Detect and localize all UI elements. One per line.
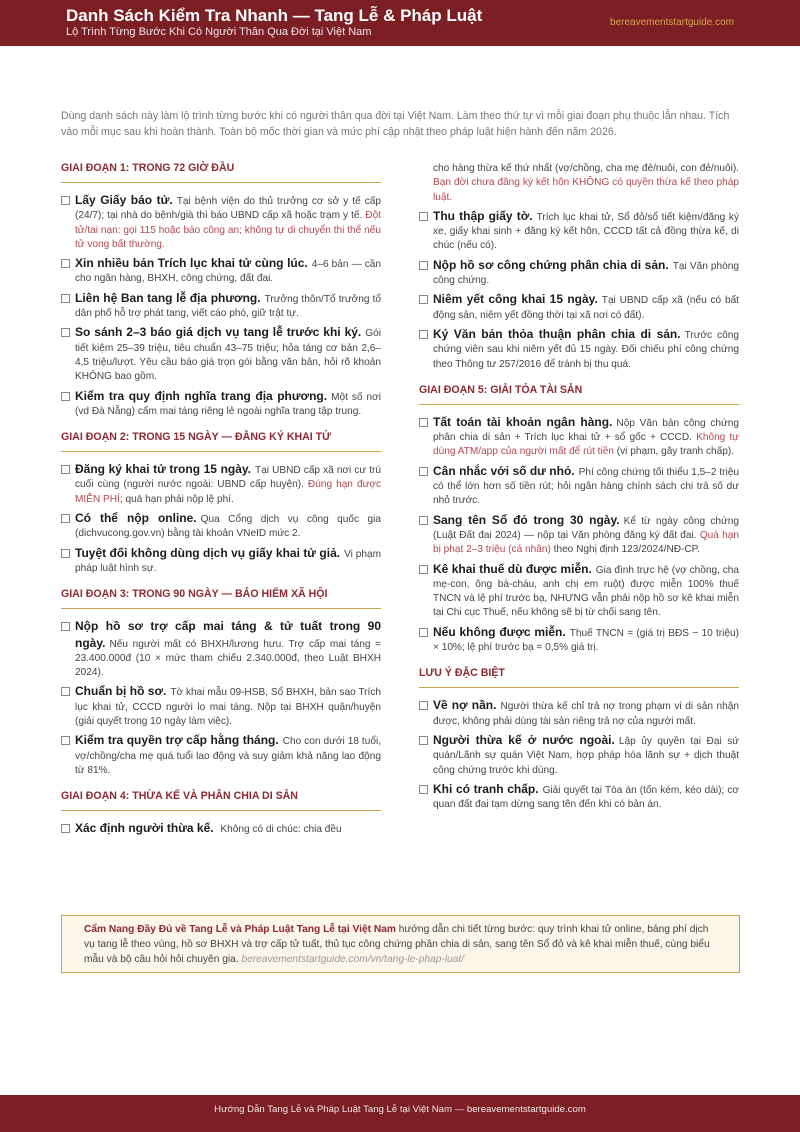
checkbox[interactable] — [61, 622, 70, 631]
checklist-item — [61, 193, 381, 252]
item-text: Trước công chứng viên sau khi niêm yết đủ 15 ngày. Đối chiếu phí công chứng theo Thông tư 257/2016 để tránh bị thu quá. — [433, 329, 739, 370]
checklist-item — [419, 415, 739, 460]
item-text: Qua Cổng dịch vụ công quốc gia (dichvucong.gov.vn) bằng tài khoản VNeID mức 2. — [75, 514, 381, 540]
item-text: 4–6 bản — cần cho ngân hàng, BHXH, công chứng, đất đai. — [75, 259, 381, 285]
item-heading: Đăng ký khai tử trong 15 ngày. — [75, 462, 252, 477]
checklist-item — [419, 327, 739, 372]
checklist-item — [419, 733, 739, 778]
intro-paragraph: Dùng danh sách này làm lộ trình từng bước khi có người thân qua đời tại Việt Nam. Làm theo thứ tự vì mỗi giai đoạn phụ thuộc lẫn nhau. Tích vào mỗi mục sau khi hoàn thành. Toàn bộ mốc thời gian và mức phí cập nhật theo pháp luật hiện hành đến năm 2026. — [61, 110, 730, 138]
phase1-list — [61, 193, 381, 419]
notes-list — [419, 698, 739, 812]
phase3-list — [61, 619, 381, 778]
checklist-item — [419, 782, 739, 813]
item-heading: Về nợ nần. — [433, 698, 497, 713]
checklist-item — [61, 546, 381, 577]
checklist-item — [61, 462, 381, 507]
item-heading: Chuẩn bị hồ sơ. — [75, 684, 167, 699]
item-text: Tại UBND cấp xã (nếu có bất động sản, niêm yết đồng thời tại xã nơi có đất). — [433, 295, 739, 321]
item-heading: Kiểm tra quyền trợ cấp hằng tháng. — [75, 733, 279, 748]
checklist-item — [419, 258, 739, 289]
item-heading: Xin nhiều bản Trích lục khai tử cùng lúc. — [75, 256, 308, 271]
checkbox[interactable] — [61, 687, 70, 696]
phase5-heading: GIAI ĐOẠN 5: GIẢI TỎA TÀI SẢN — [419, 384, 739, 405]
item-warning: Bạn đời chưa đăng ký kết hôn KHÔNG có quyền thừa kế theo pháp luật. — [433, 177, 739, 203]
item-text: Kể từ ngày công chứng (Luật Đất đai 2024) — nộp tại Văn phòng đăng ký đất đai. — [433, 515, 740, 541]
item-text: Gia đình trực hệ (vợ chồng, cha mẹ-con, ông bà-cháu, anh chị em ruột) được miễn 100% thuế TNCN và lệ phí trước bạ, NHƯNG vẫn phải nộp hồ sơ kê khai miễn tại Chi cục Thuế, nếu không sẽ bị từ chối sang tên. — [433, 564, 740, 619]
checkbox[interactable] — [61, 294, 70, 303]
checklist-item — [61, 511, 381, 542]
notes-heading: LƯU Ý ĐẶC BIỆT — [419, 667, 739, 688]
item-heading: Nộp hồ sơ trợ cấp mai táng & tử tuất trong 90 ngày. — [75, 619, 381, 650]
checkbox[interactable] — [419, 516, 428, 525]
item-heading: Tuyệt đối không dùng dịch vụ giấy khai tử giả. — [75, 545, 341, 560]
item-heading: Kê khai thuế dù được miễn. — [433, 561, 592, 576]
item-text-after: ; quá hạn phải nộp lệ phí. — [119, 493, 234, 505]
checklist-item — [61, 291, 381, 322]
checklist-item — [61, 619, 381, 680]
checkbox[interactable] — [419, 701, 428, 710]
page-subtitle: Lộ Trình Từng Bước Khi Có Người Thân Qua Đời tại Việt Nam — [66, 26, 372, 38]
item-heading: Người thừa kế ở nước ngoài. — [433, 732, 615, 747]
callout-url[interactable]: bereavementstartguide.com/vn/tang-le-phap-luat/ — [241, 954, 465, 965]
checkbox[interactable] — [419, 330, 428, 339]
item-warning: Đột tử/tai nạn: gọi 115 hoặc báo công an; không tự di chuyển thi thể nếu tử vong bất thường. — [75, 210, 381, 250]
checkbox[interactable] — [419, 212, 428, 221]
item-heading: Khi có tranh chấp. — [433, 781, 539, 796]
item-heading: Lấy Giấy báo tử. — [75, 193, 173, 207]
checkbox[interactable] — [419, 418, 428, 427]
item-text: Tại UBND cấp xã nơi cư trú cuối cùng (người nước ngoài: UBND cấp huyện). — [75, 465, 381, 491]
phase2-heading: GIAI ĐOẠN 2: TRONG 15 NGÀY — ĐĂNG KÝ KHAI TỬ — [61, 431, 381, 452]
right-column — [419, 162, 739, 816]
checklist-item — [419, 209, 739, 254]
item-text: Một số nơi (vd Đà Nẵng) cấm mai táng riêng lẻ ngoài nghĩa trang tập trung. — [75, 391, 382, 417]
item-text: Giải quyết tại Tòa án (tốn kém, kéo dài); cơ quan đất đai tạm dừng sang tên đến khi có bản án. — [433, 784, 739, 811]
checkbox[interactable] — [419, 565, 428, 574]
item-heading: Nộp hồ sơ công chứng phân chia di sản. — [433, 257, 669, 272]
item-heading: Liên hệ Ban tang lễ địa phương. — [75, 290, 261, 305]
checkbox[interactable] — [61, 736, 70, 745]
item-text: Cho con dưới 18 tuổi, vợ/chồng/cha mẹ quá tuổi lao động và suy giảm khả năng lao động từ 81%. — [75, 736, 382, 776]
item-heading: Sang tên Sổ đỏ trong 30 ngày. — [433, 512, 620, 527]
item-warning: Không tự dùng ATM/app của người mất để rút tiền — [433, 432, 739, 458]
item-heading: Tất toán tài khoản ngân hàng. — [433, 414, 613, 429]
checkbox[interactable] — [419, 295, 428, 304]
item-text: Tại bệnh viện do thủ trưởng cơ sở y tế cấp (24/7); tại nhà do bệnh/già thì báo UBND cấp xã hoặc trạm y tế. — [75, 196, 381, 222]
checklist-item — [419, 513, 739, 558]
checkbox[interactable] — [61, 259, 70, 268]
phase2-list — [61, 462, 381, 576]
checkbox[interactable] — [61, 328, 70, 337]
phase3-heading: GIAI ĐOẠN 3: TRONG 90 NGÀY — BẢO HIỂM XÃ HỘI — [61, 588, 381, 609]
checklist-item — [61, 325, 381, 384]
item-text: Tờ khai mẫu 09-HSB, Sổ BHXH, bản sao Trích lục khai tử, CCCD người lo mai táng. Nộp tại BHXH quận/huyện (giải quyết trong 10 ngày làm việc). — [75, 687, 381, 728]
callout-text: hướng dẫn chi tiết từng bước: quy trình khai tử online, bảng phí dịch vụ tang lễ theo vùng, hồ sơ BHXH và trợ cấp tử tuất, thủ tục công chứng phân chia di sản, sang tên Sổ đỏ và kê khai miễn thuế, cùng biểu mẫu và bộ câu hỏi hỏi chuyên gia. — [84, 924, 710, 965]
item-heading: Ký Văn bản thỏa thuận phân chia di sản. — [433, 326, 681, 341]
item-text: Thuế TNCN = (giá trị BĐS − 10 triệu) × 10%; lệ phí trước bạ = 0,5% giá trị. — [433, 627, 740, 654]
item-continuation — [419, 162, 739, 205]
phase4-list — [419, 209, 739, 372]
checklist-item — [419, 698, 739, 729]
item-text: Trích lục khai tử, Sổ đỏ/sổ tiết kiệm/đăng ký xe, giấy khai sinh + đăng ký kết hôn, CCCD tất cả đồng thừa kế, di chúc (nếu có). — [433, 211, 739, 252]
checkbox[interactable] — [61, 196, 70, 205]
item-text: Tại Văn phòng công chứng. — [433, 260, 739, 287]
item-heading: Thu thập giấy tờ. — [433, 208, 533, 223]
checklist-item — [419, 464, 739, 509]
item-heading: Niêm yết công khai 15 ngày. — [433, 292, 598, 307]
checklist-item — [61, 821, 381, 837]
item-text: Trưởng thôn/Tổ trưởng tổ dân phố hỗ trợ phát tang, viết cáo phó, giữ trật tự. — [75, 293, 381, 320]
checklist-item — [61, 389, 381, 420]
item-text: Không có di chúc: chia đều — [220, 824, 342, 836]
item-text-after: theo Nghị định 123/2024/NĐ-CP. — [550, 544, 700, 556]
checklist-item — [61, 733, 381, 778]
checkbox[interactable] — [419, 736, 428, 745]
item-text-after: (vi phạm, gây tranh chấp). — [613, 446, 735, 458]
page-footer: Hướng Dẫn Tang Lễ và Pháp Luật Tang Lễ tại Việt Nam — bereavementstartguide.com — [0, 1095, 800, 1132]
item-text: Lập ủy quyền tại Đại sứ quán/Lãnh sự quán Việt Nam, hợp pháp hóa lãnh sự + dịch thuật công chứng trước khi dùng. — [433, 735, 739, 776]
guide-callout — [61, 915, 740, 973]
item-text: Phí công chứng tối thiểu 1,5–2 triệu có thể lớn hơn số tiền rút; hỏi ngân hàng chính sách chi trả số dư nhỏ trước. — [433, 466, 740, 507]
checklist-item — [61, 256, 381, 287]
checklist-item — [61, 684, 381, 729]
page-header — [0, 0, 800, 46]
item-text: Gói tiết kiệm 25–39 triệu, tiêu chuẩn 43–75 triệu; hỏa táng cơ bản 2,6–4,5 triệu/lượt. Yêu cầu báo giá trọn gói bằng văn bản, hỏi rõ khoản KHÔNG bao gồm. — [75, 328, 381, 383]
phase5-list — [419, 415, 739, 655]
phase4-heading: GIAI ĐOẠN 4: THỪA KẾ VÀ PHÂN CHIA DI SẢN — [61, 790, 381, 811]
item-text: Nếu người mất có BHXH/lương hưu. Trợ cấp mai táng = 23.400.000đ (10 × mức tham chiếu 2.340.000đ, theo Luật BHXH 2024). — [75, 638, 381, 679]
item-warning: Quá hạn bị phạt 2–3 triệu (cá nhân) — [433, 529, 739, 556]
item-text: cho hàng thừa kế thứ nhất (vợ/chồng, cha mẹ đẻ/nuôi, con đẻ/nuôi). — [433, 163, 739, 174]
item-heading: So sánh 2–3 báo giá dịch vụ tang lễ trước khi ký. — [75, 325, 362, 340]
left-column — [61, 162, 381, 842]
checkbox[interactable] — [61, 514, 70, 523]
item-heading: Cân nhắc với số dư nhỏ. — [433, 463, 575, 478]
item-heading: Có thể nộp online. — [75, 511, 197, 526]
phase1-heading: GIAI ĐOẠN 1: TRONG 72 GIỜ ĐẦU — [61, 162, 381, 183]
checkbox[interactable] — [419, 261, 428, 270]
item-heading: Xác định người thừa kế. — [75, 821, 214, 836]
item-text: Nộp Văn bản công chứng phân chia di sản + Trích lục khai tử + sổ gốc + CCCD. — [433, 417, 739, 444]
item-heading: Kiểm tra quy định nghĩa trang địa phương. — [75, 388, 328, 403]
item-heading: Nếu không được miễn. — [433, 624, 566, 639]
checkbox[interactable] — [61, 465, 70, 474]
item-text: Người thừa kế chỉ trả nợ trong phạm vi di sản nhận được, không phải dùng tài sản riêng trả nợ của người mất. — [433, 701, 739, 727]
header-site-link[interactable]: bereavementstartguide.com — [610, 17, 734, 28]
callout-title[interactable]: Cẩm Nang Đầy Đủ về Tang Lễ và Pháp Luật Tang Lễ tại Việt Nam — [84, 924, 396, 935]
page-title: Danh Sách Kiểm Tra Nhanh — Tang Lễ & Pháp Luật — [66, 6, 483, 25]
checkbox[interactable] — [61, 549, 70, 558]
checklist-item — [419, 562, 739, 621]
checkbox[interactable] — [61, 392, 70, 401]
checkbox[interactable] — [419, 785, 428, 794]
checklist-item — [419, 625, 739, 656]
checklist-item — [419, 292, 739, 323]
checkbox[interactable] — [419, 467, 428, 476]
item-text: Vi phạm pháp luật hình sự. — [75, 548, 381, 574]
item-warning: Đúng hạn được MIỄN PHÍ — [75, 479, 381, 505]
checkbox[interactable] — [61, 824, 70, 833]
checkbox[interactable] — [419, 628, 428, 637]
